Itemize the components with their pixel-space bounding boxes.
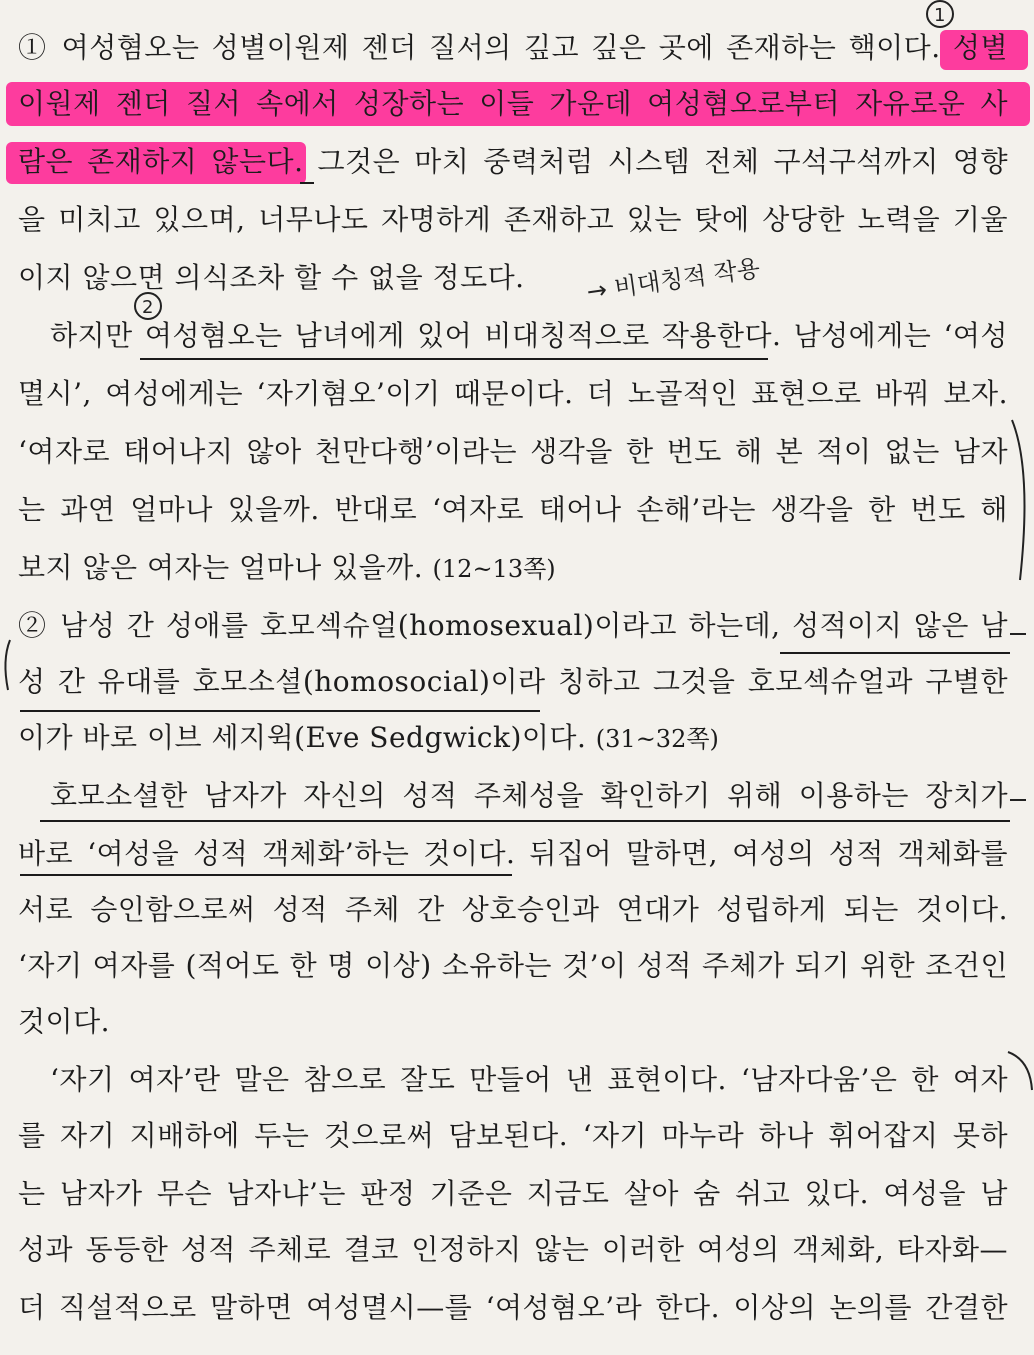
- text-line-13-body: 이가 바로 이브 세지윅(Eve Sedgwick)이다.: [18, 721, 587, 754]
- text-line-5: 이지 않으면 의식조차 할 수 없을 정도다.: [18, 261, 525, 294]
- text-line-14: 호모소셜한 남자가 자신의 성적 주체성을 확인하기 위해 이용하는 장치가: [50, 779, 1008, 812]
- text-line-10-body: 보지 않은 여자는 얼마나 있을까.: [18, 551, 424, 584]
- text-line-16: 서로 승인함으로써 성적 주체 간 상호승인과 연대가 성립하게 되는 것이다.: [18, 893, 1008, 926]
- text-line-15: 바로 ‘여성을 성적 객체화’하는 것이다. 뒤집어 말하면, 여성의 성적 객체화를: [18, 837, 1008, 870]
- margin-note: → 비대칭적 작용: [584, 253, 762, 306]
- text-line-18: 것이다.: [18, 1005, 111, 1038]
- text-line-9: 는 과연 얼마나 있을까. 반대로 ‘여자로 태어나 손해’라는 생각을 한 번도 해: [18, 493, 1008, 526]
- bracket-mark-icon: [5, 640, 10, 690]
- circle-mark-one: 1: [934, 5, 946, 26]
- text-line-3: 람은 존재하지 않는다. 그것은 마치 중력처럼 시스템 전체 구석구석까지 영향: [18, 145, 1008, 178]
- bracket-mark-icon: [1012, 420, 1025, 580]
- text-line-23: 더 직설적으로 말하면 여성멸시—를 ‘여성혐오’라 한다. 이상의 논의를 간결한: [18, 1291, 1008, 1324]
- page-reference: (31~32쪽): [595, 725, 719, 753]
- text-line-2: 이원제 젠더 질서 속에서 성장하는 이들 가운데 여성혐오로부터 자유로운 사: [18, 87, 1008, 120]
- text-line-19: ‘자기 여자’란 말은 참으로 잘도 만들어 낸 표현이다. ‘남자다움’은 한 여자: [50, 1063, 1008, 1096]
- text-line-7: 멸시’, 여성에게는 ‘자기혐오’이기 때문이다. 더 노골적인 표현으로 바꿔 보자.: [18, 377, 1008, 410]
- text-line-4: 을 미치고 있으며, 너무나도 자명하게 존재하고 있는 탓에 상당한 노력을 기울: [18, 203, 1008, 236]
- text-line-21: 는 남자가 무슨 남자냐’는 판정 기준은 지금도 살아 숨 쉬고 있다. 여성을 남: [18, 1177, 1008, 1210]
- text-line-1: ① 여성혐오는 성별이원제 젠더 질서의 깊고 깊은 곳에 존재하는 핵이다. 성별: [18, 31, 1008, 64]
- text-line-20: 를 자기 지배하에 두는 것으로써 담보된다. ‘자기 마누라 하나 휘어잡지 못하: [18, 1119, 1008, 1152]
- text-line-22: 성과 동등한 성적 주체로 결코 인정하지 않는 이러한 여성의 객체화, 타자화—: [18, 1233, 1008, 1266]
- page-reference: (12~13쪽): [432, 555, 556, 583]
- text-line-12: 성 간 유대를 호모소셜(homosocial)이라 칭하고 그것을 호모섹슈얼과 구별한: [18, 665, 1008, 698]
- text-line-8: ‘여자로 태어나지 않아 천만다행’이라는 생각을 한 번도 해 본 적이 없는 남자: [18, 435, 1008, 468]
- circle-mark-two: 2: [142, 297, 154, 318]
- text-line-11: ② 남성 간 성애를 호모섹슈얼(homosexual)이라고 하는데, 성적이지 않은 남: [18, 609, 1008, 642]
- text-line-6: 하지만 여성혐오는 남녀에게 있어 비대칭적으로 작용한다. 남성에게는 ‘여성: [50, 319, 1008, 352]
- bracket-mark-icon: [1008, 1052, 1032, 1090]
- text-line-17: ‘자기 여자를 (적어도 한 명 이상) 소유하는 것’이 성적 주체가 되기 위한 조건인: [18, 949, 1008, 982]
